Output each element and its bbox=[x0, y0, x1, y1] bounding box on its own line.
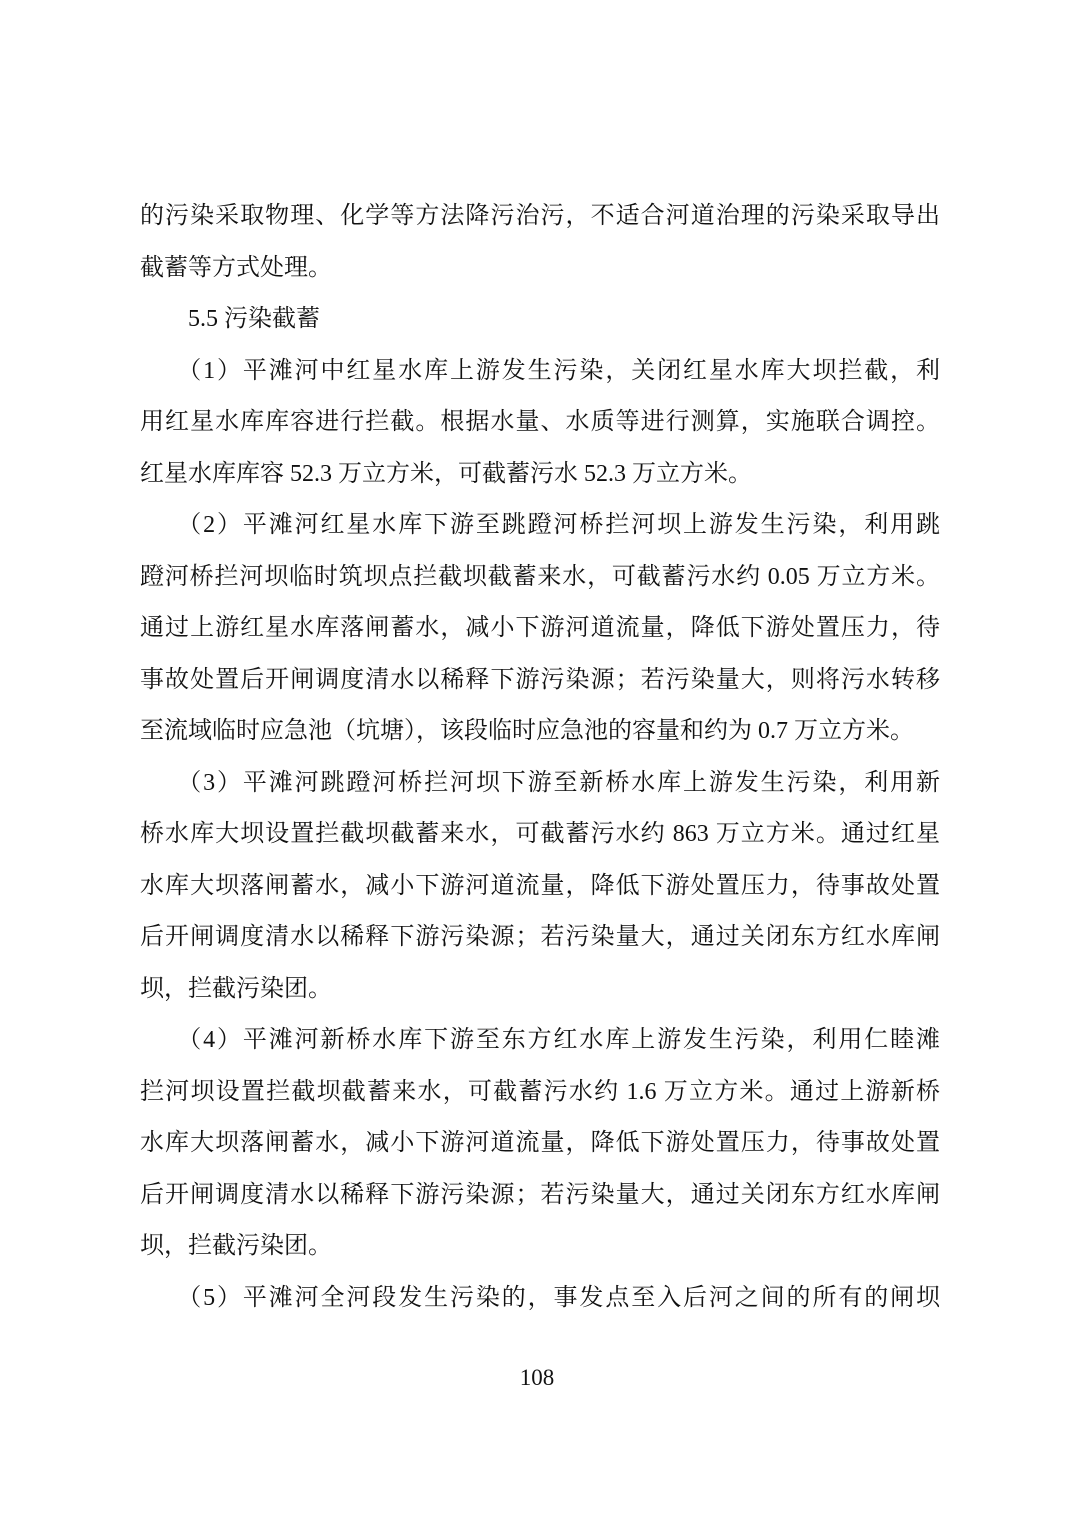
text-line: 至流域临时应急池（坑塘），该段临时应急池的容量和约为 0.7 万立方米。 bbox=[140, 718, 914, 744]
text-line: 截蓄等方式处理。 bbox=[140, 254, 332, 281]
text-line: 通过上游红星水库落闸蓄水，减小下游河道流量，降低下游处置压力，待 bbox=[140, 615, 940, 641]
section-heading: 5.5 污染截蓄 bbox=[188, 306, 320, 332]
text-line: 用红星水库库容进行拦截。根据水量、水质等进行测算，实施联合调控。 bbox=[140, 409, 940, 435]
text-line: 坝，拦截污染团。 bbox=[140, 975, 332, 1002]
text-line: （3）平滩河跳蹬河桥拦河坝下游至新桥水库上游发生污染，利用新 bbox=[177, 769, 940, 796]
text-line: （4）平滩河新桥水库下游至东方红水库上游发生污染，利用仁睦滩 bbox=[177, 1027, 940, 1053]
text-line: 拦河坝设置拦截坝截蓄来水，可截蓄污水约 1.6 万立方米。通过上游新桥 bbox=[140, 1078, 940, 1105]
text-line: 红星水库库容 52.3 万立方米，可截蓄污水 52.3 万立方米。 bbox=[140, 460, 752, 487]
text-line: （1）平滩河中红星水库上游发生污染，关闭红星水库大坝拦截，利 bbox=[177, 357, 940, 384]
text-line: （5）平滩河全河段发生污染的，事发点至入后河之间的所有的闸坝 bbox=[177, 1284, 940, 1311]
text-line: 后开闸调度清水以稀释下游污染源；若污染量大，通过关闭东方红水库闸 bbox=[140, 924, 940, 950]
text-line: 事故处置后开闸调度清水以稀释下游污染源；若污染量大，则将污水转移 bbox=[140, 666, 940, 693]
text-line: （2）平滩河红星水库下游至跳蹬河桥拦河坝上游发生污染，利用跳 bbox=[177, 512, 940, 538]
text-line: 后开闸调度清水以稀释下游污染源；若污染量大，通过关闭东方红水库闸 bbox=[140, 1181, 940, 1208]
page-number: 108 bbox=[519, 1365, 555, 1390]
text-line: 坝，拦截污染团。 bbox=[140, 1233, 332, 1259]
text-line: 蹬河桥拦河坝临时筑坝点拦截坝截蓄来水，可截蓄污水约 0.05 万立方米。 bbox=[140, 563, 940, 590]
page-body bbox=[140, 191, 940, 1324]
text-line: 水库大坝落闸蓄水，减小下游河道流量，降低下游处置压力，待事故处置 bbox=[140, 1130, 940, 1156]
text-line: 水库大坝落闸蓄水，减小下游河道流量，降低下游处置压力，待事故处置 bbox=[140, 872, 940, 899]
text-line: 桥水库大坝设置拦截坝截蓄来水，可截蓄污水约 863 万立方米。通过红星 bbox=[140, 821, 940, 847]
text-line: 的污染采取物理、化学等方法降污治污，不适合河道治理的污染采取导出 bbox=[140, 203, 940, 229]
